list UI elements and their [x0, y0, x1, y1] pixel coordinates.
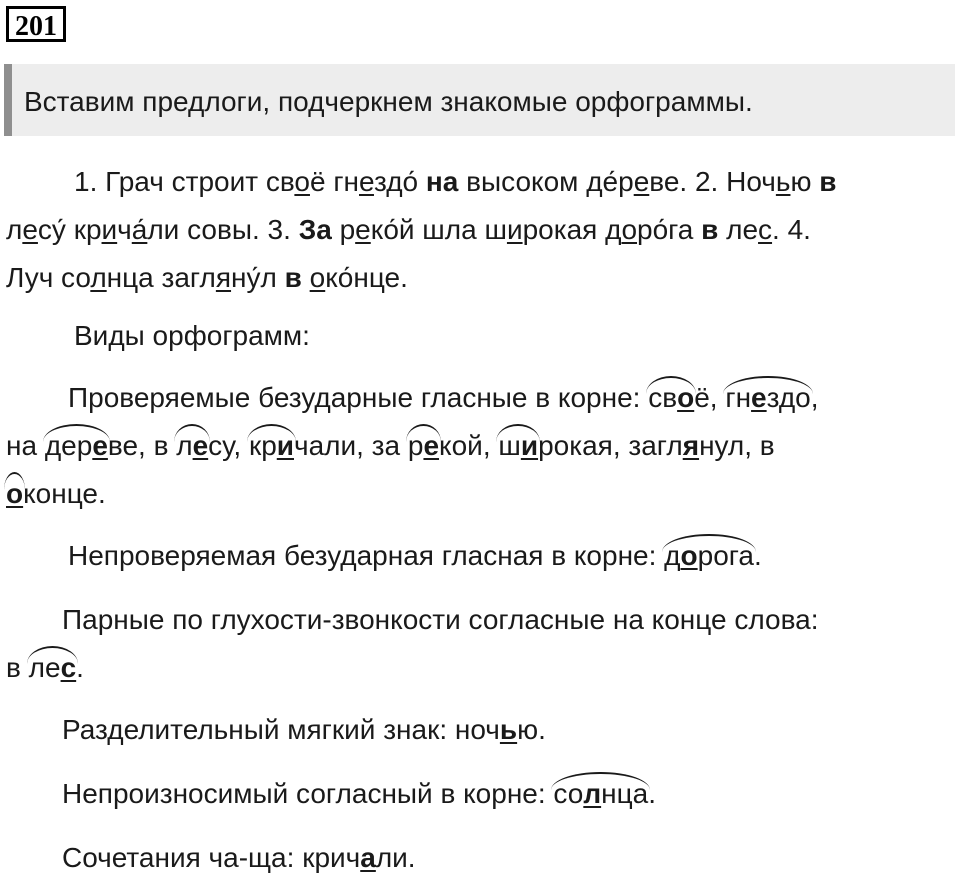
paired-consonants-line-2: в лес.	[6, 652, 84, 683]
task-number: 201	[6, 6, 66, 42]
instruction-text: Вставим предлоги, подчеркнем знакомые орфограммы.	[24, 86, 753, 117]
cha-scha-line: Сочетания ча-ща: кричали.	[62, 842, 416, 873]
checked-vowels-line-2: на дереве, в лесу, кричали, за рекой, широкая, заглянул, в	[6, 430, 775, 461]
exercise-sentences	[6, 158, 950, 302]
unchecked-vowel-line: Непроверяемая безударная гласная в корне: дорога.	[68, 540, 762, 571]
instruction-banner	[4, 64, 955, 136]
word-root: ре	[407, 430, 440, 461]
word-root: ле	[176, 430, 209, 461]
preposition: в	[701, 214, 719, 245]
preposition: За	[298, 214, 332, 245]
checked-vowels-line-3: оконце.	[6, 478, 106, 509]
word-root: солнца	[553, 778, 649, 809]
word-root: о	[6, 478, 24, 509]
preposition: на	[425, 166, 459, 197]
checked-vowels-line-1: Проверяемые безударные гласные в корне: своё, гнездо,	[68, 382, 819, 413]
preposition: в	[819, 166, 837, 197]
sentence-line-3: Луч солнца загляну́л в око́нце.	[6, 262, 408, 293]
word-root: сво	[648, 382, 695, 413]
paired-consonants-line-1: Парные по глухости-звонкости согласные на конце слова:	[62, 604, 819, 635]
sentence-line-1: 1. Грач строит своё гнездо́ на высоком де́реве. 2. Ночью в	[74, 166, 837, 197]
word-root: лес	[28, 652, 77, 683]
sentence-line-2: лесу́ крича́ли совы. 3. За реко́й шла широкая доро́га в лес. 4.	[6, 214, 811, 245]
preposition: в	[284, 262, 302, 293]
word-root: гнездо	[725, 382, 811, 413]
word-root: дорога	[664, 540, 754, 571]
silent-consonant-line: Непроизносимый согласный в корне: солнца.	[62, 778, 656, 809]
word-root: ши	[498, 430, 539, 461]
soft-sign-line: Разделительный мягкий знак: ночью.	[62, 714, 546, 745]
types-heading: Виды орфограмм:	[74, 320, 310, 351]
word-root: дере	[44, 430, 108, 461]
word-root: кри	[248, 430, 294, 461]
